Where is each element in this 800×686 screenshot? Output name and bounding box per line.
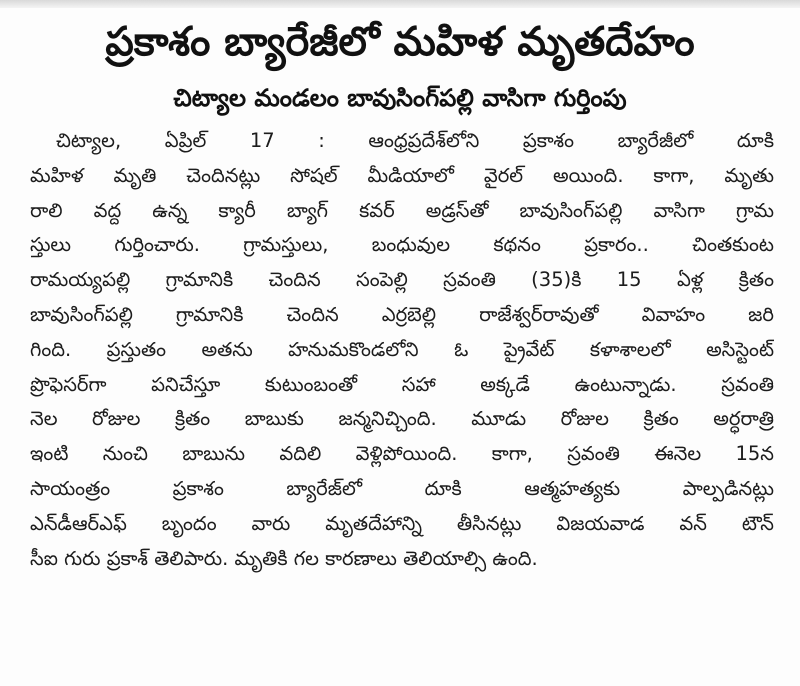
article-subheadline: చిట్యాల మండలం బావుసింగ్‌పల్లి వాసిగా గుర్తింపు bbox=[173, 84, 627, 112]
top-divider bbox=[0, 0, 800, 8]
body-line: సాయంత్రం ప్రకాశం బ్యారేజ్‌లో దూకి ఆత్మహత్యకు పాల్పడినట్లు bbox=[30, 476, 774, 500]
body-line: రామయ్యపల్లి గ్రామానికి చెందిన సంపెల్లి స్రవంతి (35)కి 15 ఏళ్ల క్రితం bbox=[30, 268, 774, 292]
body-line: బావుసింగ్‌పల్లి గ్రామానికి చెందిన ఎర్రబెల్లి రాజేశ్వర్‌రావుతో వివాహం జరి bbox=[30, 302, 774, 326]
body-line: గింది. ప్రస్తుతం అతను హనుమకొండలోని ఓ ప్రైవేట్ కళాశాలలో అసిస్టెంట్ bbox=[30, 337, 774, 361]
body-line: ఎన్‌డీఆర్‌ఎఫ్ బృందం వారు మృతదేహాన్ని తీసినట్లు విజయవాడ వన్ టౌన్ bbox=[30, 511, 774, 535]
body-line: మహిళ మృతి చెందినట్లు సోషల్ మీడియాలో వైరల్ అయింది. కాగా, మృతు bbox=[30, 163, 774, 187]
body-line: ఇంటి నుంచి బాబును వదిలి వెళ్లిపోయింది. కాగా, స్రవంతి ఈనెల 15న bbox=[30, 442, 774, 466]
body-line: నెల రోజుల క్రితం బాబుకు జన్మనిచ్చింది. మూడు రోజుల క్రితం అర్ధరాత్రి bbox=[30, 407, 774, 431]
body-line: చిట్యాల, ఏప్రిల్ 17 : ఆంధ్రప్రదేశ్‌లోని ప్రకాశం బ్యారేజీలో దూకి bbox=[56, 129, 774, 152]
body-line: స్తులు గుర్తించారు. గ్రామస్తులు, బంధువుల కథనం ప్రకారం.. చింతకుంట bbox=[30, 233, 774, 257]
article-body bbox=[30, 124, 774, 576]
article-headline: ప్రకాశం బ్యారేజీలో మహిళ మృతదేహం bbox=[105, 19, 695, 65]
body-line: ప్రొఫెసర్‌గా పనిచేస్తూ కుటుంబంతో సహా అక్కడే ఉంటున్నాడు. స్రవంతి bbox=[30, 372, 774, 396]
body-line: రాలి వద్ద ఉన్న క్యారీ బ్యాగ్ కవర్ అడ్రస్‌తో బావుసింగ్‌పల్లి వాసిగా గ్రామ bbox=[30, 198, 774, 222]
body-line: సీఐ గురు ప్రకాశ్ తెలిపారు. మృతికి గల కారణాలు తెలియాల్సి ఉంది. bbox=[30, 546, 538, 570]
